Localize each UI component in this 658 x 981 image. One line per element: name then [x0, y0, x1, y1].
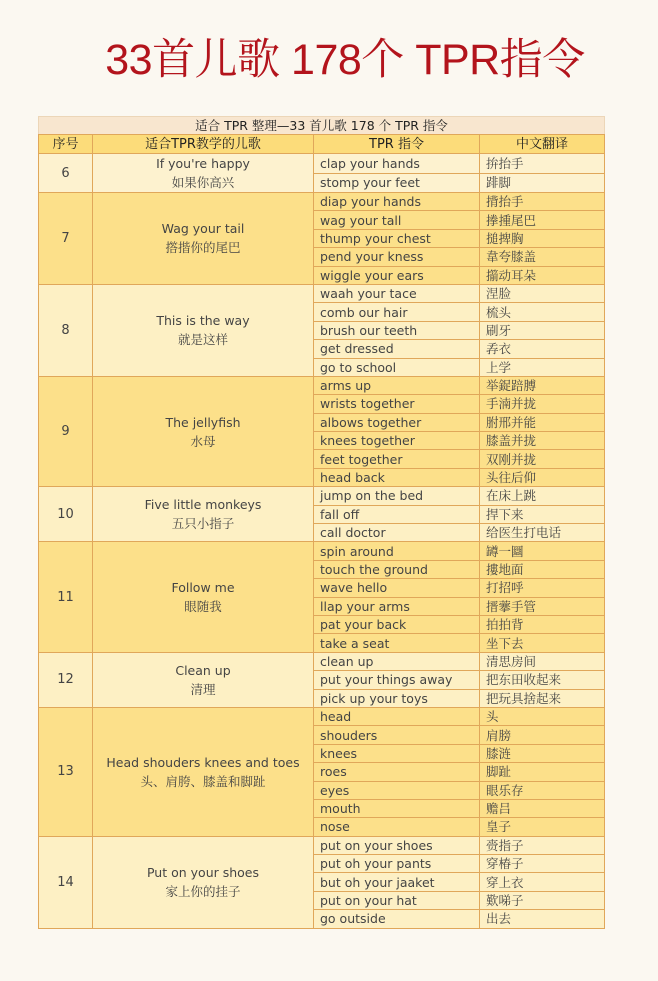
tpr-command-table — [38, 116, 605, 929]
tpr-command: head — [314, 707, 480, 725]
song-title-cell — [93, 487, 314, 542]
song-title-en: Head shouders knees and toes — [106, 754, 300, 770]
page-title: 33首儿歌 178个 TPR指令 — [105, 36, 585, 84]
chinese-translation: 摟地面 — [480, 560, 605, 578]
chinese-translation: 把东田收起来 — [480, 671, 605, 689]
song-title-cell — [93, 193, 314, 285]
tpr-command: get dressed — [314, 340, 480, 358]
song-title-zh: 家上你的挂子 — [165, 884, 241, 900]
chinese-translation: 清思房间 — [480, 652, 605, 670]
tpr-command: eyes — [314, 781, 480, 799]
table-body — [39, 154, 605, 929]
song-title-en: Clean up — [175, 662, 231, 678]
chinese-translation: 双刚并拢 — [480, 450, 605, 468]
table-row — [39, 652, 605, 670]
song-number: 9 — [39, 376, 93, 486]
song-number: 7 — [39, 193, 93, 285]
tpr-command: head back — [314, 468, 480, 486]
table-caption-row — [39, 117, 605, 135]
tpr-command: waah your tace — [314, 284, 480, 302]
table-caption: 适合 TPR 整理—33 首儿歌 178 个 TPR 指令 — [39, 117, 605, 135]
song-title-zh: 水母 — [190, 433, 216, 449]
chinese-translation: 孨衣 — [480, 340, 605, 358]
tpr-command: spin around — [314, 542, 480, 560]
tpr-command: comb our hair — [314, 303, 480, 321]
tpr-command: wrists together — [314, 395, 480, 413]
chinese-translation: 刷牙 — [480, 321, 605, 339]
chinese-translation: 梳头 — [480, 303, 605, 321]
song-title-cell — [93, 154, 314, 193]
song-title-zh: 就是这样 — [177, 332, 228, 348]
chinese-translation: 搢藆手管 — [480, 597, 605, 615]
table-row — [39, 284, 605, 302]
chinese-translation: 皇子 — [480, 818, 605, 836]
tpr-command: arms up — [314, 376, 480, 394]
song-title-zh: 头、肩胯、膝盖和脚趾 — [140, 773, 266, 789]
chinese-translation: 坐下去 — [480, 634, 605, 652]
chinese-translation: 拍拍背 — [480, 615, 605, 633]
chinese-translation: 罇一圝 — [480, 542, 605, 560]
chinese-translation: 赍指子 — [480, 836, 605, 854]
tpr-command: pend your kness — [314, 248, 480, 266]
chinese-translation: 胕邢并能 — [480, 413, 605, 431]
tpr-command: wiggle your ears — [314, 266, 480, 284]
tpr-command: knees together — [314, 432, 480, 450]
chinese-translation: 把玩具捨起来 — [480, 689, 605, 707]
tpr-command: nose — [314, 818, 480, 836]
tpr-command: put on your hat — [314, 891, 480, 909]
tpr-command: go outside — [314, 910, 480, 928]
table-row — [39, 193, 605, 211]
chinese-translation: 打招呼 — [480, 579, 605, 597]
tpr-command: roes — [314, 763, 480, 781]
song-title-cell — [93, 836, 314, 928]
table-header-row — [39, 135, 605, 154]
table-row — [39, 707, 605, 725]
chinese-translation: 手湳并拢 — [480, 395, 605, 413]
song-title-cell — [93, 652, 314, 707]
header-translation: 中文翻译 — [480, 135, 605, 154]
chinese-translation: 䠊脚 — [480, 173, 605, 193]
song-title-cell — [93, 376, 314, 486]
chinese-translation: 头往后仰 — [480, 468, 605, 486]
song-title-zh: 撘揩你的尾巴 — [165, 240, 241, 256]
song-number: 8 — [39, 284, 93, 376]
song-title-zh: 如果你高兴 — [171, 175, 235, 190]
song-title-zh: 五只小指子 — [171, 516, 235, 532]
tpr-command: clap your hands — [314, 154, 480, 174]
song-title-en: The jellyfish — [165, 414, 241, 430]
tpr-command: wag your tall — [314, 211, 480, 229]
tpr-command: go to school — [314, 358, 480, 376]
tpr-command: mouth — [314, 799, 480, 817]
tpr-command: brush our teeth — [314, 321, 480, 339]
tpr-command: stomp your feet — [314, 173, 480, 193]
tpr-command: knees — [314, 744, 480, 762]
chinese-translation: 歎㖒子 — [480, 891, 605, 909]
tpr-command: take a seat — [314, 634, 480, 652]
tpr-command: thump your chest — [314, 229, 480, 247]
song-number: 6 — [39, 154, 93, 193]
tpr-command: put your things away — [314, 671, 480, 689]
chinese-translation: 出去 — [480, 910, 605, 928]
chinese-translation: 眼乐存 — [480, 781, 605, 799]
chinese-translation: 举鋜踣膊 — [480, 376, 605, 394]
song-title-en: Five little monkeys — [144, 497, 262, 513]
song-title-cell — [93, 707, 314, 836]
song-number: 11 — [39, 542, 93, 652]
tpr-command: fall off — [314, 505, 480, 523]
song-number: 10 — [39, 487, 93, 542]
song-title-cell — [93, 542, 314, 652]
chinese-translation: 穿上衣 — [480, 873, 605, 891]
tpr-command: clean up — [314, 652, 480, 670]
chinese-translation: 穿椿子 — [480, 855, 605, 873]
tpr-command: call doctor — [314, 524, 480, 542]
tpr-command: put on your shoes — [314, 836, 480, 854]
song-title-zh: 眼随我 — [184, 599, 222, 615]
tpr-command: shouders — [314, 726, 480, 744]
tpr-command: jump on the bed — [314, 487, 480, 505]
chinese-translation: 拚抬手 — [480, 154, 605, 174]
song-title-cell — [93, 284, 314, 376]
song-title-zh: 清理 — [190, 681, 216, 697]
table-row — [39, 487, 605, 505]
table-row — [39, 836, 605, 854]
chinese-translation: 搼揰尾巴 — [480, 211, 605, 229]
tpr-command: wave hello — [314, 579, 480, 597]
chinese-translation: 捍下来 — [480, 505, 605, 523]
chinese-translation: 赡吕 — [480, 799, 605, 817]
tpr-command: pat your back — [314, 615, 480, 633]
song-title-en: Put on your shoes — [146, 865, 260, 881]
chinese-translation: 搥捭胸 — [480, 229, 605, 247]
chinese-translation: 上学 — [480, 358, 605, 376]
chinese-translation: 膝涟 — [480, 744, 605, 762]
chinese-translation: 肩膀 — [480, 726, 605, 744]
header-command: TPR 指令 — [314, 135, 480, 154]
song-title-en: Wag your tail — [161, 221, 245, 237]
table-row — [39, 376, 605, 394]
table-row — [39, 154, 605, 174]
chinese-translation: 给医生打电话 — [480, 524, 605, 542]
chinese-translation: 韋夸膝盖 — [480, 248, 605, 266]
chinese-translation: 涅脸 — [480, 284, 605, 302]
tpr-command: pick up your toys — [314, 689, 480, 707]
tpr-command: but oh your jaaket — [314, 873, 480, 891]
chinese-translation: 膝盖并拢 — [480, 432, 605, 450]
song-title-en: If you're happy — [156, 156, 250, 171]
chinese-translation: 头 — [480, 707, 605, 725]
song-number: 14 — [39, 836, 93, 928]
song-title-en: Follow me — [171, 580, 235, 596]
chinese-translation: 揹抬手 — [480, 193, 605, 211]
song-title-en: This is the way — [156, 313, 250, 329]
tpr-command: put oh your pants — [314, 855, 480, 873]
tpr-command: llap your arms — [314, 597, 480, 615]
chinese-translation: 擶动耳朵 — [480, 266, 605, 284]
table-row — [39, 542, 605, 560]
chinese-translation: 在床上跳 — [480, 487, 605, 505]
header-song: 适合TPR教学的儿歌 — [93, 135, 314, 154]
header-number: 序号 — [39, 135, 93, 154]
chinese-translation: 脚趾 — [480, 763, 605, 781]
song-number: 12 — [39, 652, 93, 707]
tpr-command: feet together — [314, 450, 480, 468]
tpr-command: diap your hands — [314, 193, 480, 211]
tpr-command: albows together — [314, 413, 480, 431]
song-number: 13 — [39, 707, 93, 836]
tpr-command: touch the ground — [314, 560, 480, 578]
